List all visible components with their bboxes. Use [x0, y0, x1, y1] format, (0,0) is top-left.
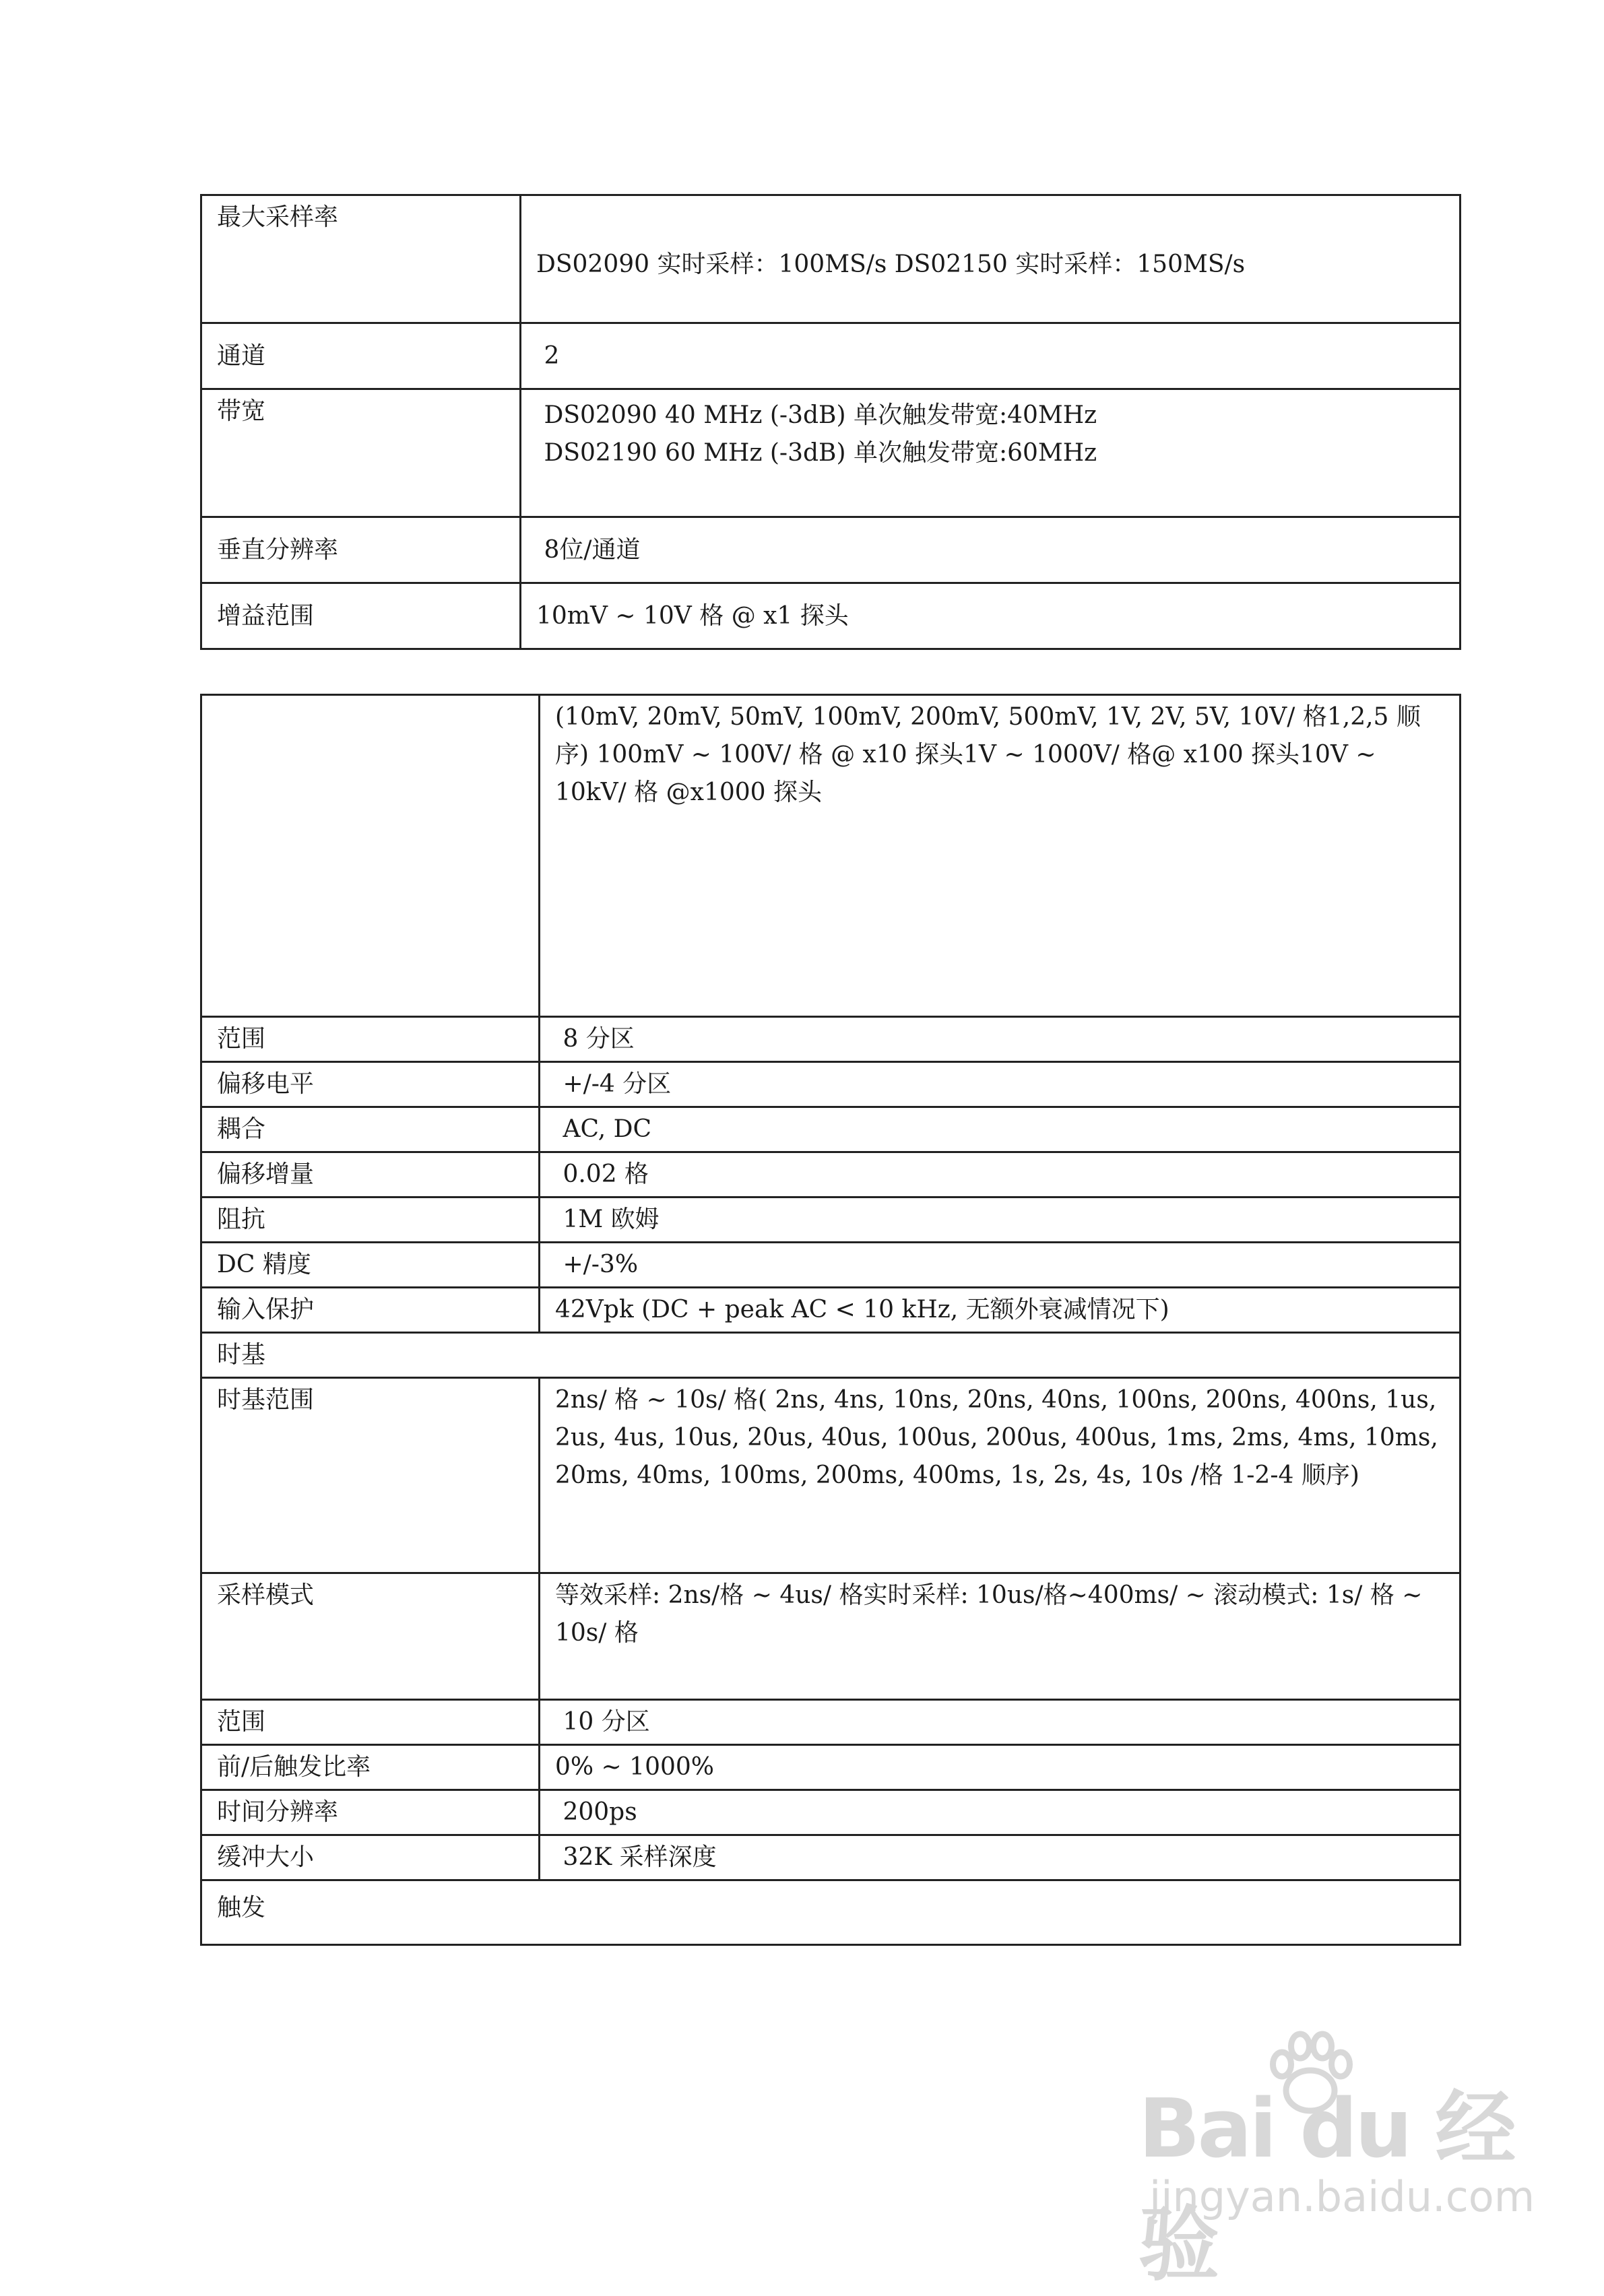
- cell-label: 垂直分辨率: [201, 517, 521, 583]
- cell-label: 增益范围: [201, 583, 521, 649]
- row-impedance: [201, 1198, 1461, 1243]
- row-trigger-ratio: [201, 1745, 1461, 1790]
- row-offset-level: [201, 1062, 1461, 1107]
- cell-label: 范围: [201, 1017, 540, 1062]
- cell-label: 时间分辨率: [201, 1790, 540, 1835]
- cell-label: 范围: [201, 1700, 540, 1745]
- row-input-protection: [201, 1288, 1461, 1333]
- cell-label: 偏移增量: [201, 1152, 540, 1198]
- cell-value: DS02090 40 MHz (-3dB) 单次触发带宽:40MHz DS02190 60 MHz (-3dB) 单次触发带宽:60MHz: [521, 389, 1461, 517]
- row-max-sample-rate: [201, 195, 1461, 323]
- cell-value: 2ns/ 格 ~ 10s/ 格( 2ns, 4ns, 10ns, 20ns, 40ns, 100ns, 200ns, 400ns, 1us, 2us, 4us, 10us, 20us, 40us, 100us, 200us, 400us, 1ms, 2ms, 4ms, 10ms, 20ms, 40ms, 100ms, 200ms, 400ms, 1s, 2s, 4s, 10s /格 1-2-4 顺序): [540, 1378, 1461, 1573]
- cell-label: 带宽: [201, 389, 521, 517]
- cell-value: 10 分区: [540, 1700, 1461, 1745]
- cell-value: 8位/通道: [521, 517, 1461, 583]
- row-bandwidth: [201, 389, 1461, 517]
- row-dc-accuracy: [201, 1243, 1461, 1288]
- row-section-timebase: [201, 1333, 1461, 1378]
- cell-label: 前/后触发比率: [201, 1745, 540, 1790]
- row-buffer-size: [201, 1835, 1461, 1880]
- watermark-site: jingyan.baidu.com: [1149, 2172, 1535, 2221]
- row-offset-increment: [201, 1152, 1461, 1198]
- cell-value: 1M 欧姆: [540, 1198, 1461, 1243]
- watermark-brand: Bai du 经验: [1138, 2082, 1514, 2292]
- cell-label: 耦合: [201, 1107, 540, 1152]
- baidu-watermark: [1138, 2024, 1535, 2292]
- cell-label: 输入保护: [201, 1288, 540, 1333]
- cell-value: 0% ~ 1000%: [540, 1745, 1461, 1790]
- row-gain-range: [201, 583, 1461, 649]
- cell-value: +/-4 分区: [540, 1062, 1461, 1107]
- cell-value: DS02090 实时采样：100MS/s DS02150 实时采样：150MS/s: [521, 195, 1461, 323]
- cell-value: +/-3%: [540, 1243, 1461, 1288]
- section-heading: 时基: [201, 1333, 1461, 1378]
- cell-label: [201, 695, 540, 1017]
- section-heading: 触发: [201, 1880, 1461, 1945]
- row-channels: [201, 323, 1461, 389]
- cell-value: 2: [521, 323, 1461, 389]
- cell-value: 0.02 格: [540, 1152, 1461, 1198]
- row-range-2: [201, 1700, 1461, 1745]
- cell-value: 200ps: [540, 1790, 1461, 1835]
- row-timebase-range: [201, 1378, 1461, 1573]
- row-sampling-mode: [201, 1573, 1461, 1700]
- cell-label: 最大采样率: [201, 195, 521, 323]
- cell-value: 等效采样: 2ns/格 ~ 4us/ 格实时采样: 10us/格~400ms/ ~ 滚动模式: 1s/ 格 ~ 10s/ 格: [540, 1573, 1461, 1700]
- spec-table-2: [200, 694, 1461, 1946]
- cell-label: 通道: [201, 323, 521, 389]
- row-time-resolution: [201, 1790, 1461, 1835]
- row-vertical-resolution: [201, 517, 1461, 583]
- row-section-trigger: [201, 1880, 1461, 1945]
- cell-label: DC 精度: [201, 1243, 540, 1288]
- spec-table-1: [200, 194, 1461, 650]
- cell-value: 32K 采样深度: [540, 1835, 1461, 1880]
- cell-value: 8 分区: [540, 1017, 1461, 1062]
- row-gain-steps: [201, 695, 1461, 1017]
- cell-label: 缓冲大小: [201, 1835, 540, 1880]
- cell-value: (10mV, 20mV, 50mV, 100mV, 200mV, 500mV, 1V, 2V, 5V, 10V/ 格1,2,5 顺序) 100mV ~ 100V/ 格 @ x10 探头1V ~ 1000V/ 格@ x100 探头10V ~ 10kV/ 格 @x1000 探头: [540, 695, 1461, 1017]
- cell-label: 时基范围: [201, 1378, 540, 1573]
- row-range: [201, 1017, 1461, 1062]
- cell-value: AC, DC: [540, 1107, 1461, 1152]
- cell-value: 10mV ~ 10V 格 @ x1 探头: [521, 583, 1461, 649]
- cell-label: 采样模式: [201, 1573, 540, 1700]
- cell-value: 42Vpk (DC + peak AC < 10 kHz, 无额外衰减情况下): [540, 1288, 1461, 1333]
- row-coupling: [201, 1107, 1461, 1152]
- cell-label: 偏移电平: [201, 1062, 540, 1107]
- cell-label: 阻抗: [201, 1198, 540, 1243]
